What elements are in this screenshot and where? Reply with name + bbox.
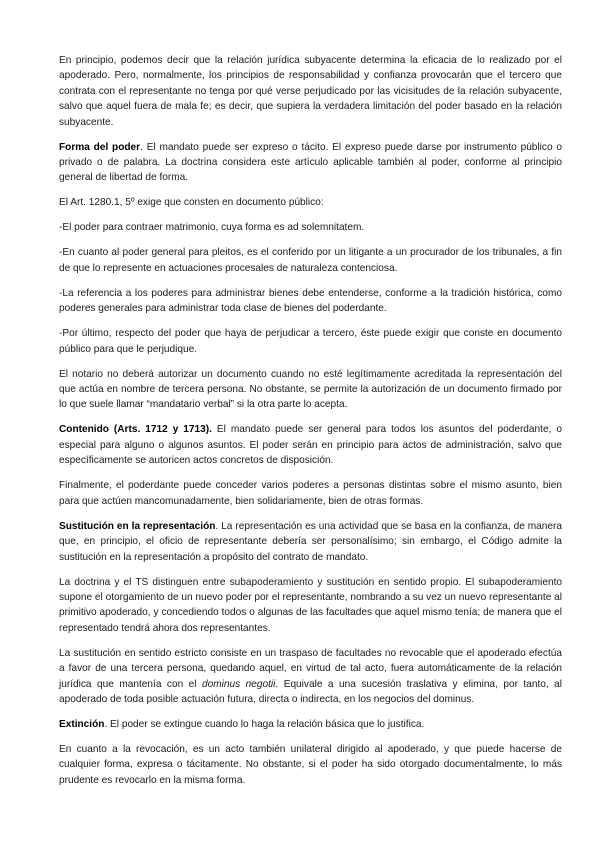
paragraph-sustitucion: Sustitución en la representación. La representación es una actividad que se basa en la confianza, de manera que, en principio, el oficio de representante debería ser personalísimo; sin embargo, el Código admite la sustitución en la representación a propósito del contrato de mandato. (59, 520, 562, 563)
paragraph-subapoderamiento: La doctrina y el TS distinguen entre subapoderamiento y sustitución en sentido propio. El subapoderamiento supone el otorgamiento de un nuevo poder por el representante, nombrando a su vez un nuevo representante al primitivo apoderado, y concediendo todos o algunas de las facultades que aquel mismo tenía; de manera que el representado tendrá ahora dos representantes. (59, 576, 562, 634)
paragraph-extincion: Extinción. El poder se extingue cuando lo haga la relación básica que lo justifica. (59, 718, 425, 730)
paragraph-contenido: Contenido (Arts. 1712 y 1713). El mandato puede ser general para todos los asuntos del poderdante, o especial para alguno o algunos asuntos. El poder serán en principio para actos de administración, salvo que específicamente se autoricen actos concretos de disposición. (59, 424, 562, 467)
paragraph-sustitucion-estricta: La sustitución en sentido estricto consiste en un traspaso de facultades no revocable que el apoderado efectúa a favor de una tercera persona, quedando aquel, en virtud de tal acto, fuera automáticamente de la relación jurídica que mantenía con el dominus negotii. Equivale a una sucesión traslativa y elimina, por tanto, al apoderado de toda posible actuación futura, directa o indirecta, en los negocios del dominus. (59, 647, 563, 705)
heading-sustitucion: Sustitución en la representación (59, 520, 216, 532)
paragraph-intro: En principio, podemos decir que la relación jurídica subyacente determina la eficacia de lo realizado por el apoderado. Pero, normalmente, los principios de responsabilidad y confianza provocarán que el tercero que contrata con el representante no tenga por qué verse perjudicado por las vicisitudes de la relación subyacente, salvo que aquel fuera de mala fe; es decir, que supiera la verdadera limitación del poder basado en la relación subyacente. (59, 55, 562, 128)
heading-contenido: Contenido (Arts. 1712 y 1713). (59, 424, 212, 436)
list-item-administrar-bienes: -La referencia a los poderes para administrar bienes debe entenderse, conforme a la tradición histórica, como poderes generales para administrar toda clase de bienes del poderdante. (59, 287, 562, 315)
term-dominus-negotii: dominus negotii (202, 678, 276, 690)
list-item-matrimonio: -El poder para contraer matrimonio, cuya forma es ad solemnitatem. (59, 222, 365, 234)
heading-extincion: Extinción (59, 718, 105, 730)
paragraph-art-1280: El Art. 1280.1, 5º exige que consten en documento público: (59, 197, 324, 209)
list-item-perjudicar-tercero: -Por último, respecto del poder que haya de perjudicar a tercero, éste puede exigir que conste en documento público para que le perjudique. (59, 328, 562, 355)
paragraph-revocacion: En cuanto a la revocación, es un acto también unilateral dirigido al apoderado, y que puede hacerse de cualquier forma, expresa o tácitamente. No obstante, si el poder ha sido otorgado documentalmente, lo más prudente es revocarlo en la misma forma. (59, 743, 562, 786)
list-item-pleitos: -En cuanto al poder general para pleitos, es el conferido por un litigante a un procurador de los tribunales, a fin de que lo represente en actuaciones procesales de naturaleza contenciosa. (59, 247, 562, 274)
paragraph-forma-del-poder: Forma del poder. El mandato puede ser expreso o tácito. El expreso puede darse por instrumento público o privado o de palabra. La doctrina considera este artículo aplicable también al poder, conforme al principio general de libertad de forma. (59, 141, 562, 184)
paragraph-varios-poderes: Finalmente, el poderdante puede conceder varios poderes a personas distintas sobre el mismo asunto, bien para que actúen mancomunadamente, bien solidariamente, bien de otras formas. (59, 480, 562, 507)
heading-forma-del-poder: Forma del poder (59, 141, 141, 153)
paragraph-notario: El notario no deberá autorizar un documento cuando no esté legítimamente acreditada la representación del que actúa en nombre de tercera persona. No obstante, se permite la autorización de un documento firmado por lo que suele llamar “mandatario verbal” si la otra parte lo acepta. (59, 368, 562, 411)
